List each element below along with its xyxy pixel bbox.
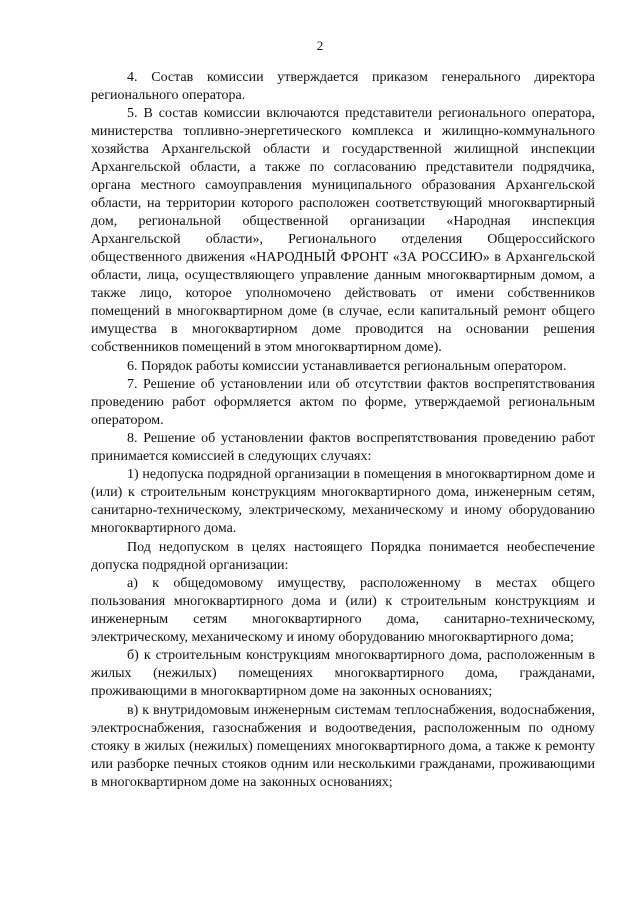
- paragraph-item-5-commission-members: 5. В состав комиссии включаются представители регионального оператора, министерства топливно-энергетического комплекса и жилищно-коммунального хозяйства Архангельской области и государственной жилищной инспекции Архангельской области, а также по согласованию представители подрядчика, органа местного самоуправления муниципального образования Архангельской области, на территории которого расположен соответствующий многоквартирный дом, региональной общественной организации «Народная инспекция Архангельской области», Регионального отделения Общероссийского общественного движения «НАРОДНЫЙ ФРОНТ «ЗА РОССИЮ» в Архангельской области, лица, осуществляющего управление данным многоквартирным домом, а также лицо, которое уполномочено действовать от имени собственников помещений в многоквартирном доме (в случае, если капитальный ремонт общего имущества в многоквартирном доме проводится на основании решения собственников помещений в этом многоквартирном доме).: [91, 106, 595, 356]
- paragraph-subitem-b: б) к строительным конструкциям многоквартирного дома, расположенным в жилых (нежилых) помещениях многоквартирного дома, гражданами, проживающими в многоквартирном доме на законных основаниях;: [91, 648, 595, 700]
- page-number: 2: [316, 38, 324, 53]
- page-body: [91, 69, 595, 792]
- paragraph-subitem-1: 1) недопуска подрядной организации в помещения в многоквартирном доме и (или) к строительным конструкциям многоквартирного дома, инженерным сетям, санитарно-техническому, электрическому, механическому и иному оборудованию многоквартирного дома.: [91, 467, 595, 537]
- paragraph-definition: Под недопуском в целях настоящего Порядка понимается необеспечение допуска подрядной организации:: [91, 539, 595, 573]
- paragraph-item-8: 8. Решение об установлении фактов воспрепятствования проведению работ принимается комиссией в следующих случаях:: [91, 431, 595, 465]
- paragraph-subitem-a: а) к общедомовому имуществу, расположенному в местах общего пользования многоквартирного дома и (или) к строительным конструкциям и инженерным сетям многоквартирного дома, санитарно-техническому, электрическому, механическому и иному оборудованию многоквартирного дома;: [91, 576, 595, 646]
- paragraph-item-7: 7. Решение об установлении или об отсутствии фактов воспрепятствования проведению работ оформляется актом по форме, утверждаемой региональным оператором.: [91, 376, 595, 428]
- paragraph-item-4: 4. Состав комиссии утверждается приказом генерального директора регионального оператора.: [91, 70, 595, 103]
- paragraph-subitem-v: в) к внутридомовым инженерным системам теплоснабжения, водоснабжения, электроснабжения, газоснабжения и водоотведения, расположенным по одному стояку в жилых (нежилых) помещениях многоквартирного дома, а также к ремонту или разборке печных стояков одним или несколькими гражданами, проживающими в многоквартирном доме на законных основаниях;: [91, 702, 595, 790]
- paragraph-item-6: 6. Порядок работы комиссии устанавливается региональным оператором.: [127, 358, 567, 374]
